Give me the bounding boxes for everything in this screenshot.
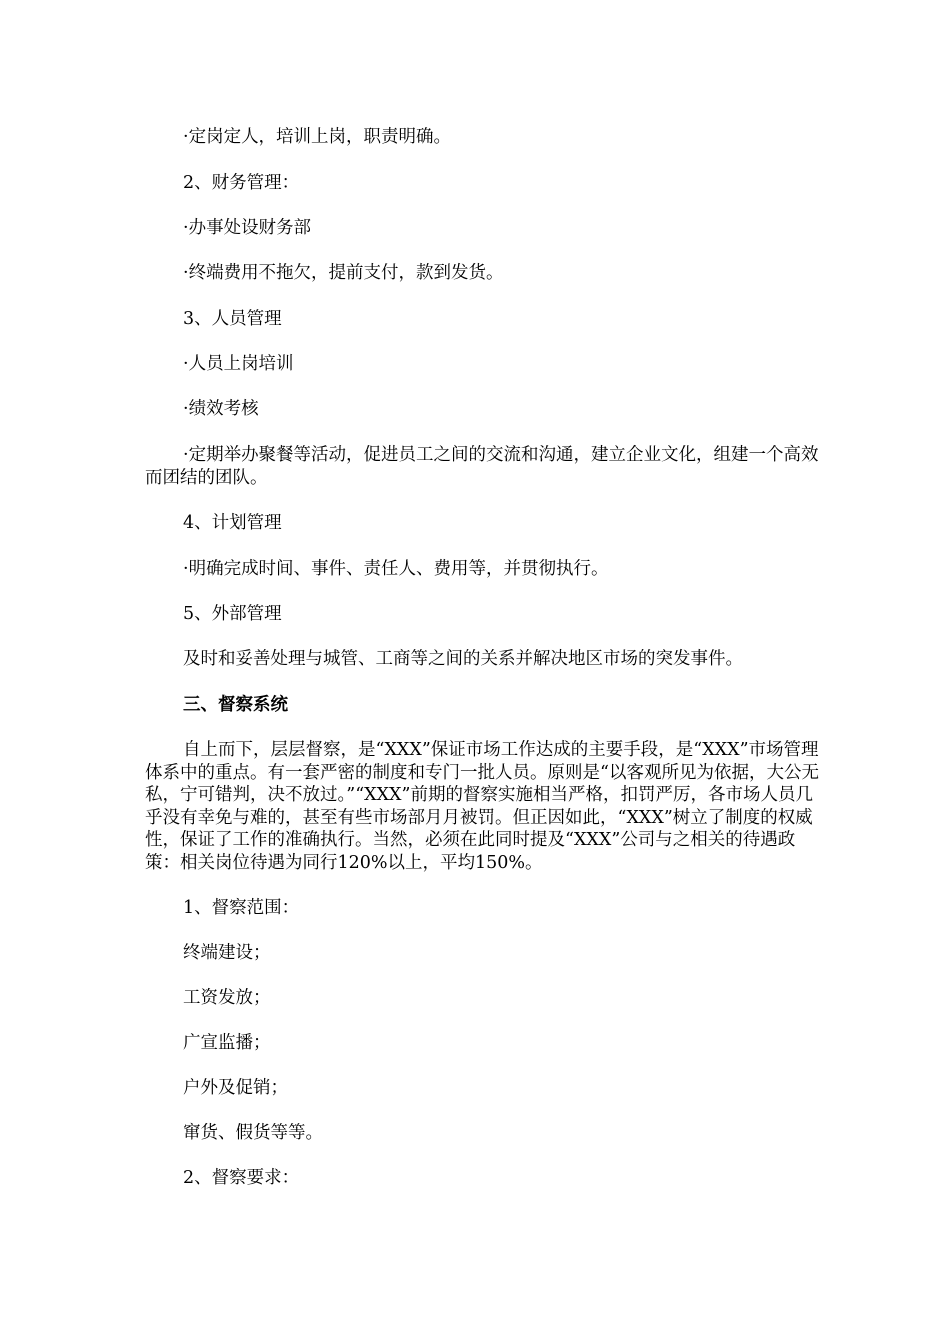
- list-item: 工资发放；: [183, 988, 271, 1008]
- text-line: ·终端费用不拖欠，提前支付，款到发货。: [183, 263, 504, 283]
- text-line: ·明确完成时间、事件、责任人、费用等，并贯彻执行。: [183, 559, 609, 579]
- heading-supervision-system: 三、督察系统: [183, 695, 288, 715]
- section-title-external: 5、外部管理: [183, 604, 282, 624]
- section-title-planning: 4、计划管理: [183, 513, 282, 533]
- paragraph-team-building: ·定期举办聚餐等活动，促进员工之间的交流和沟通，建立企业文化，组建一个高效而团结的团队。: [145, 445, 819, 488]
- section-title-personnel: 3、人员管理: [183, 309, 282, 329]
- section-title-requirements: 2、督察要求：: [183, 1168, 300, 1188]
- text-line: ·绩效考核: [183, 399, 259, 419]
- section-title-scope: 1、督察范围：: [183, 898, 300, 918]
- text-line: ·办事处设财务部: [183, 218, 312, 238]
- list-item: 终端建设；: [183, 943, 271, 963]
- section-title-finance: 2、财务管理：: [183, 173, 300, 193]
- list-item: 户外及促销；: [183, 1078, 288, 1098]
- text-line: ·定岗定人，培训上岗，职责明确。: [183, 127, 452, 147]
- list-item: 广宣监播；: [183, 1033, 271, 1053]
- text-line: 及时和妥善处理与城管、工商等之间的关系并解决地区市场的突发事件。: [183, 649, 743, 669]
- paragraph-supervision: 自上而下，层层督察，是“XXX”保证市场工作达成的主要手段，是“XXX”市场管理体系中的重点。有一套严密的制度和专门一批人员。原则是“以客观所见为依据，大公无私，宁可错判，决不放过。”“XXX”前期的督察实施相当严格，扣罚严厉，各市场人员几乎没有幸免与难的，甚至有些市场部月月被罚。但正因如此，“XXX”树立了制度的权威性，保证了工作的准确执行。当然，必须在此同时提及“XXX”公司与之相关的待遇政策：相关岗位待遇为同行120%以上，平均150%。: [145, 740, 819, 873]
- list-item: 窜货、假货等等。: [183, 1123, 323, 1143]
- text-line: ·人员上岗培训: [183, 354, 294, 374]
